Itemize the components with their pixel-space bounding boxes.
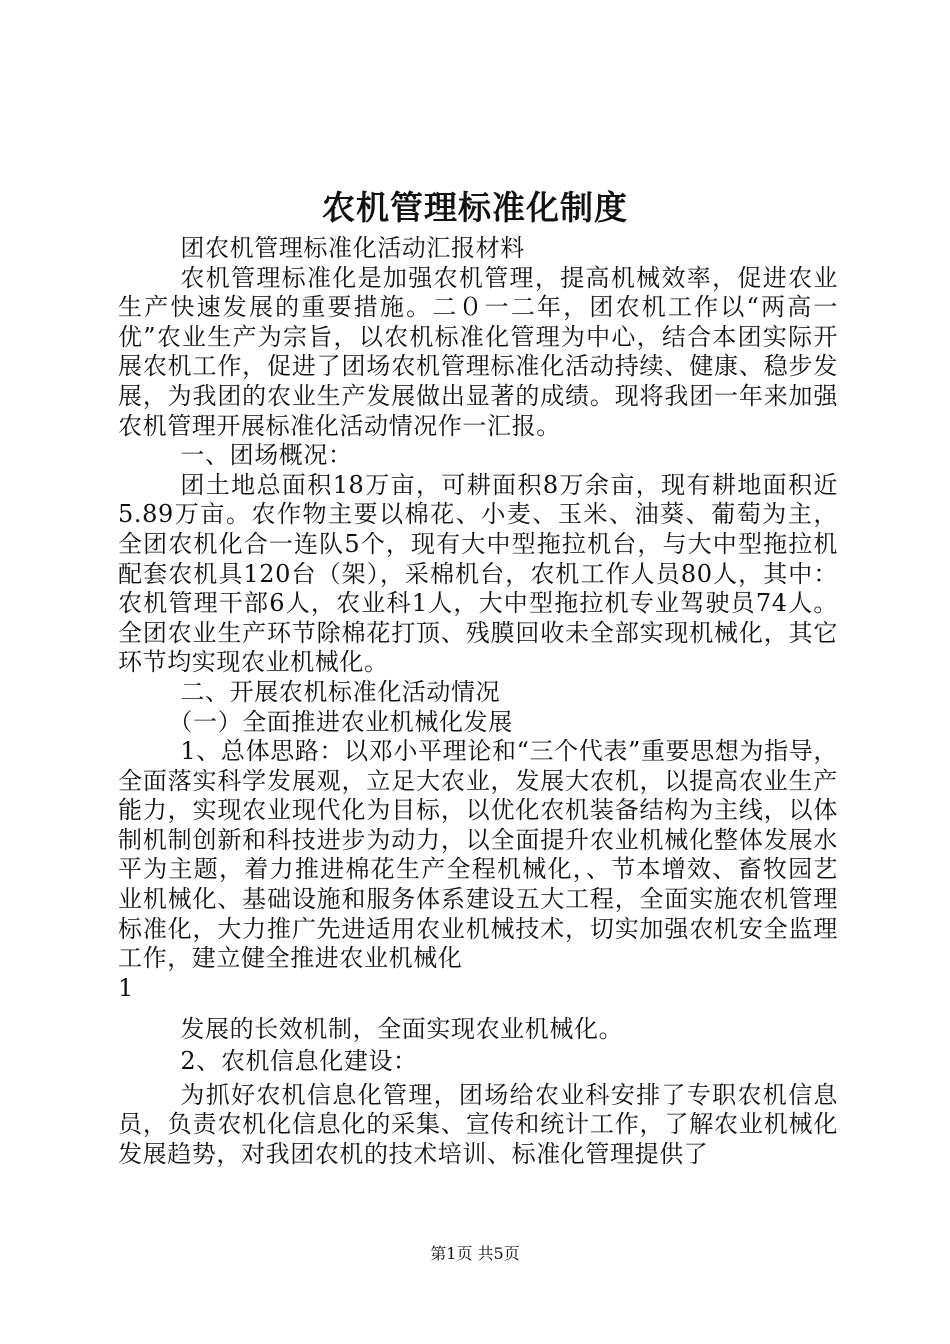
subsection-heading-mechanization: （一）全面推进农业机械化发展 (168, 707, 513, 736)
page-footer: 第1页 共5页 (430, 1244, 520, 1263)
paragraph-overview: 团土地总面积18万亩，可耕面积8万余亩，现有耕地面积近5.89万亩。农作物主要以棉花、小麦、玉米、油葵、葡萄为主，全团农机化合一连队5个，现有大中型拖拉机台，与大中型拖拉机配套农机具120台（架），采棉机台，农机工作人员80人，其中：农机管理干部6人，农业科1人，大中型拖拉机专业驾驶员74人。全团农业生产环节除棉花打顶、残膜回收未全部实现机械化，其它环节均实现农业机械化。 (118, 470, 838, 677)
document-body (118, 234, 838, 1169)
page-break-number: 1 (118, 973, 134, 1002)
paragraph-general-approach: 1、总体思路：以邓小平理论和“三个代表”重要思想为指导，全面落实科学发展观，立足大农业，发展大农机，以提高农业生产能力，实现农业现代化为目标，以优化农机装备结构为主线，以体制机制创新和科技进步为动力，以全面提升农业机械化整体发展水平为主题，着力推进棉花生产全程机械化，、节本增效、畜牧园艺业机械化、基础设施和服务体系建设五大工程，全面实施农机管理标准化，大力推广先进适用农业机械技术，切实加强农机安全监理工作，建立健全推进农业机械化 (118, 737, 838, 973)
section-heading-activities: 二、开展农机标准化活动情况 (180, 677, 501, 706)
section-heading-overview: 一、团场概况： (180, 441, 353, 470)
paragraph-intro: 农机管理标准化是加强农机管理，提高机械效率，促进农业生产快速发展的重要措施。二０一二年，团农机工作以“两高一优”农业生产为宗旨，以农机标准化管理为中心，结合本团实际开展农机工作，促进了团场农机管理标准化活动持续、健康、稳步发展，为我团的农业生产发展做出显著的成绩。现将我团一年来加强农机管理开展标准化活动情况作一汇报。 (118, 263, 838, 440)
section-heading-informatization: 2、农机信息化建设： (180, 1047, 418, 1076)
paragraph-continuation: 发展的长效机制，全面实现农业机械化。 (180, 1015, 624, 1044)
paragraph-report-heading: 团农机管理标准化活动汇报材料 (180, 234, 525, 262)
document-title: 农机管理标准化制度 (322, 188, 628, 227)
paragraph-informatization: 为抓好农机信息化管理，团场给农业科安排了专职农机信息员，负责农机化信息化的采集、宣传和统计工作，了解农业机械化发展趋势，对我团农机的技术培训、标准化管理提供了 (118, 1080, 838, 1168)
